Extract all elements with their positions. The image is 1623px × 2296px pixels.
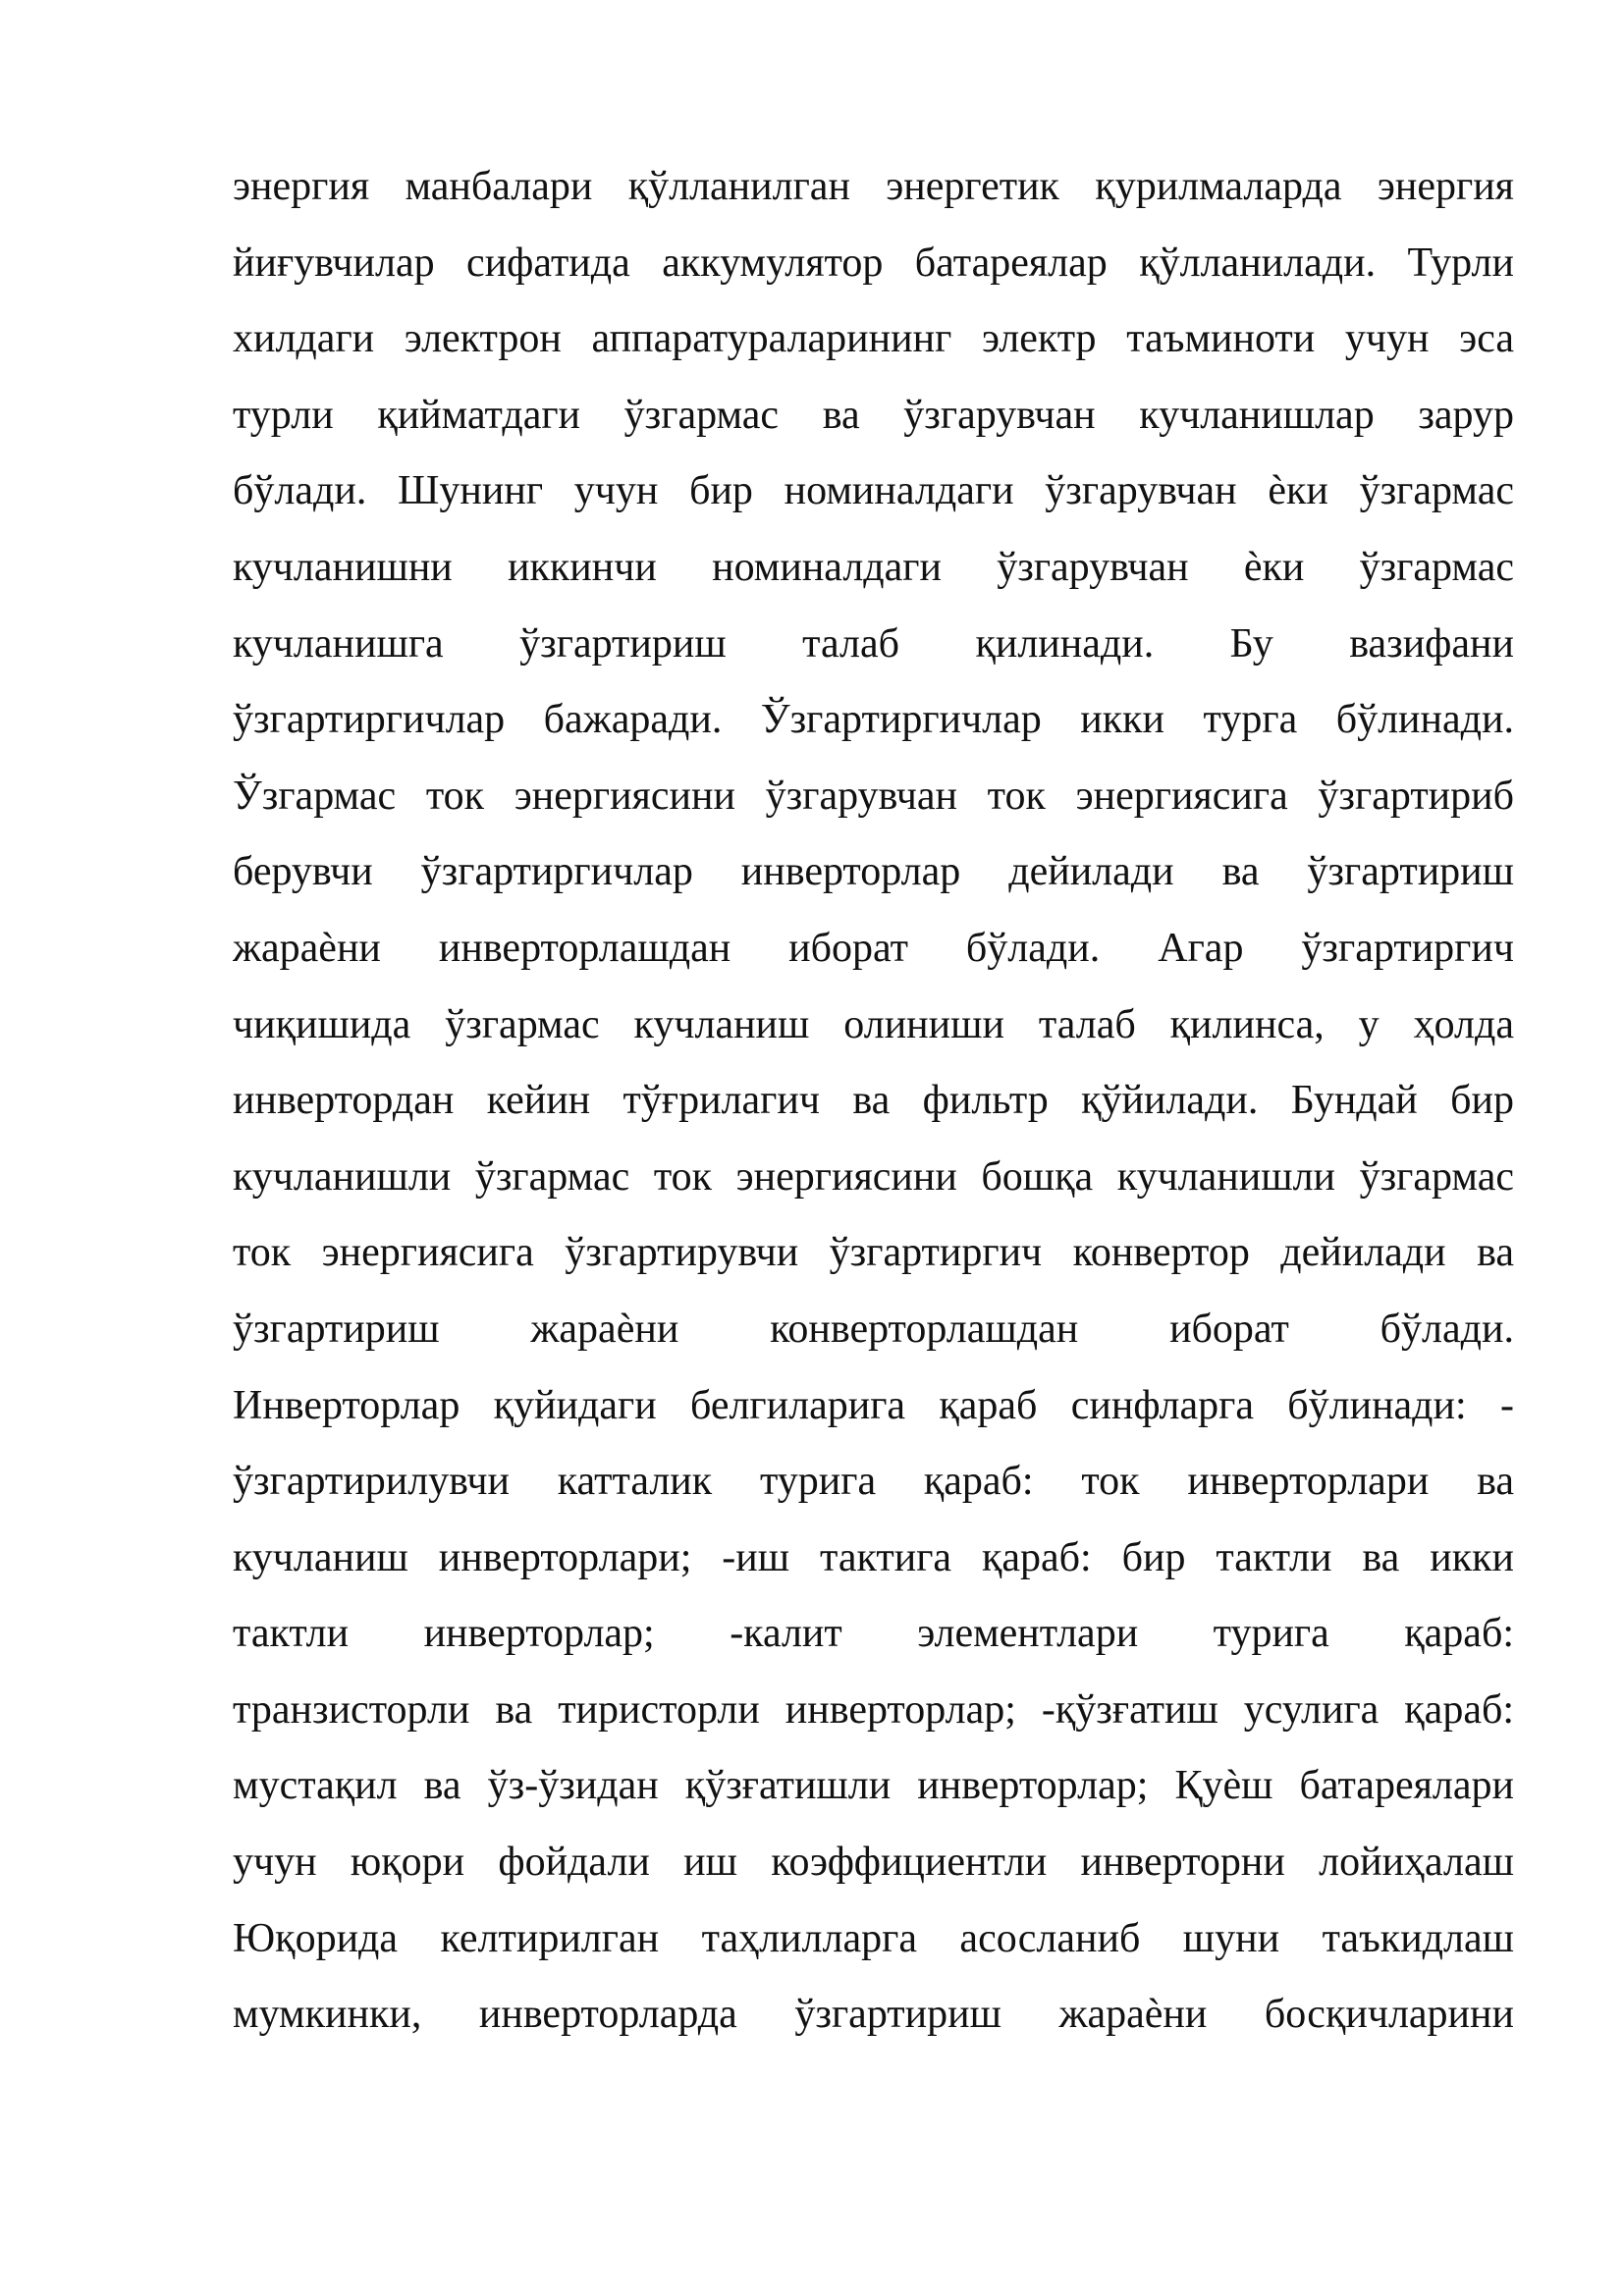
text-line: кучланишли ўзгармас ток энергиясини бошқа кучланишли ўзгармас — [233, 1153, 1514, 1200]
text-line: энергия манбалари қўлланилган энергетик қурилмаларда энергия — [233, 164, 1514, 209]
text-line: тактли инверторлар; -калит элементлари турига қараб: — [233, 1611, 1514, 1657]
text-line: транзисторли ва тиристорли инверторлар; -қўзғатиш усулига қараб: — [233, 1686, 1514, 1733]
text-line: кучланиш инверторлари; -иш тактига қараб: бир тактли ва икки — [233, 1534, 1514, 1580]
text-line: йиғувчилар сифатида аккумулятор батареялар қўлланилади. Турли — [233, 240, 1514, 286]
text-line: кучланишга ўзгартириш талаб қилинади. Бу вазифани — [233, 620, 1514, 667]
body-text — [233, 149, 1514, 2054]
text-line: жараѐни инверторлашдан иборат бўлади. Агар ўзгартиргич — [233, 925, 1514, 971]
text-line: мумкинки, инверторларда ўзгартириш жараѐни босқичларини — [233, 1992, 1514, 2038]
text-line: хилдаги электрон аппаратураларининг электр таъминоти учун эса — [233, 316, 1514, 362]
text-line: Ўзгармас ток энергиясини ўзгарувчан ток энергиясига ўзгартириб — [233, 773, 1514, 819]
text-line: турли қийматдаги ўзгармас ва ўзгарувчан кучланишлар зарур — [233, 392, 1514, 438]
text-line: ўзгартирилувчи катталик турига қараб: ток инверторлари ва — [233, 1459, 1514, 1505]
text-line: кучланишни иккинчи номиналдаги ўзгарувчан ѐки ўзгармас — [233, 544, 1514, 590]
text-line: инвертордан кейин тўғрилагич ва фильтр қўйилади. Бундай бир — [233, 1078, 1514, 1124]
text-line: учун юқори фойдали иш коэффициентли инверторни лойиҳалаш — [233, 1840, 1514, 1886]
text-line: Инверторлар қуйидаги белгиларига қараб синфларга бўлинади: - — [233, 1382, 1514, 1428]
text-line: мустақил ва ўз-ўзидан қўзғатишли инверторлар; Қуѐш батареялари — [233, 1763, 1514, 1809]
text-line: чиқишида ўзгармас кучланиш олиниши талаб қилинса, у ҳолда — [233, 1001, 1514, 1047]
text-line: бўлади. Шунинг учун бир номиналдаги ўзгарувчан ѐки ўзгармас — [233, 468, 1514, 514]
text-line: ўзгартириш жараѐни конверторлашдан иборат бўлади. — [233, 1306, 1514, 1352]
text-line: Юқорида келтирилган таҳлилларга асосланиб шуни таъкидлаш — [233, 1915, 1514, 1961]
text-line: ток энергиясига ўзгартирувчи ўзгартиргич конвертор дейилади ва — [233, 1230, 1514, 1276]
text-line: ўзгартиргичлар бажаради. Ўзгартиргичлар икки турга бўлинади. — [233, 697, 1514, 743]
text-line: берувчи ўзгартиргичлар инверторлар дейилади ва ўзгартириш — [233, 849, 1514, 895]
